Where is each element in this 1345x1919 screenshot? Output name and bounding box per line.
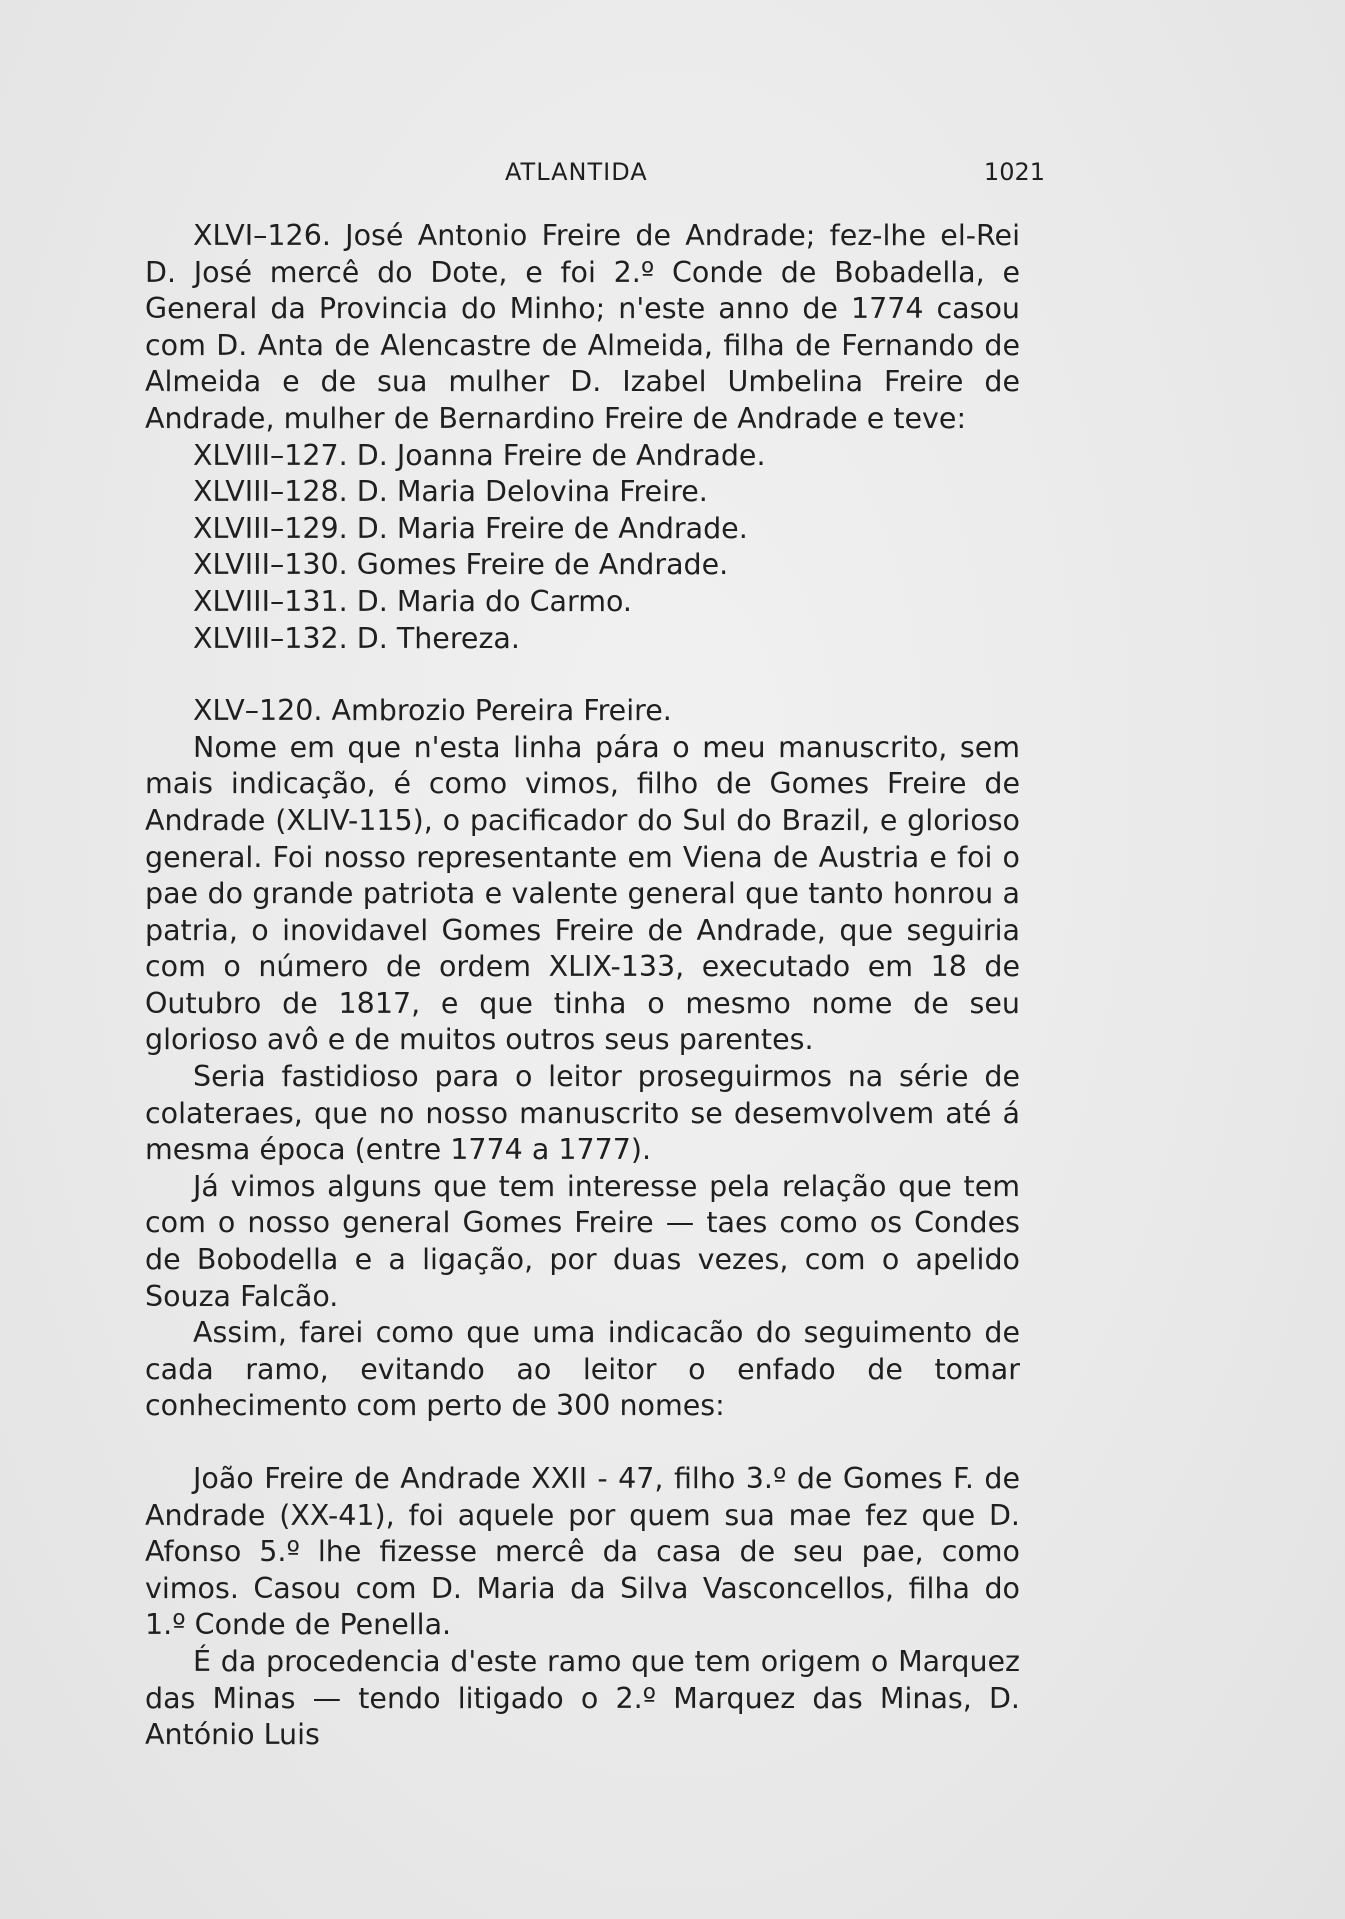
list-item: XLVIII–131. D. Maria do Carmo. <box>193 584 632 618</box>
list-item: XLVIII–127. D. Joanna Freire de Andrade. <box>193 438 766 472</box>
spacer <box>145 657 1020 693</box>
paragraph: Já vimos alguns que tem interesse pela relação que tem com o nosso general Gomes Freire — taes como os Condes de Bobodella e a ligação, por duas vezes, com o apelido Souza Falcão. <box>145 1169 1020 1313</box>
paragraph: É da procedencia d'este ramo que tem origem o Marquez das Minas — tendo litigado o 2.º Marquez das Minas, D. António Luis <box>145 1644 1020 1752</box>
list-item: XLVIII–130. Gomes Freire de Andrade. <box>193 548 729 582</box>
paragraph: Seria fastidioso para o leitor proseguirmos na série de colateraes, que no nosso manuscrito se desemvolvem até á mesma época (entre 1774 a 1777). <box>145 1060 1020 1167</box>
list-item: XLVIII–128. D. Maria Delovina Freire. <box>193 475 708 509</box>
page-number: 1021 <box>983 158 1045 186</box>
page-header <box>145 158 1045 198</box>
body-text <box>145 218 1020 1754</box>
paragraph-entry-xlvi-126: XLVI–126. José Antonio Freire de Andrade; fez-lhe el-Rei D. José mercê do Dote, e foi 2.º Conde de Bobadella, e General da Provincia do Minho; n'este anno de 1774 casou com D. Anta de Alencastre de Almeida, filha de Fernando de Almeida e de sua mulher D. Izabel Umbelina Freire de Andrade, mulher de Bernardino Freire de Andrade e teve: <box>145 219 1020 435</box>
paragraph: Assim, farei como que uma indicacão do seguimento de cada ramo, evitando ao leitor o enfado de tomar conhecimento com perto de 300 nomes: <box>145 1316 1020 1423</box>
paragraph: Nome em que n'esta linha pára o meu manuscrito, sem mais indicação, é como vimos, filho de Gomes Freire de Andrade (XLIV-115), o pacificador do Sul do Brazil, e glorioso general. Foi nosso representante em Viena de Austria e foi o pae do grande patriota e valente general que tanto honrou a patria, o inovidavel Gomes Freire de Andrade, que seguiria com o número de ordem XLIX-133, executado em 18 de Outubro de 1817, e que tinha o mesmo nome de seu glorioso avô e de muitos outros seus parentes. <box>145 730 1020 1057</box>
entry-heading-xlv-120: XLV–120. Ambrozio Pereira Freire. <box>193 694 672 728</box>
list-item: XLVIII–132. D. Thereza. <box>193 621 520 655</box>
paragraph: João Freire de Andrade XXII - 47, filho 3.º de Gomes F. de Andrade (XX-41), foi aquele por quem sua mae fez que D. Afonso 5.º lhe fizesse mercê da casa de seu pae, como vimos. Casou com D. Maria da Silva Vasconcellos, filha do 1.º Conde de Penella. <box>145 1462 1020 1642</box>
spacer <box>145 1425 1020 1461</box>
list-item: XLVIII–129. D. Maria Freire de Andrade. <box>193 511 748 545</box>
running-title: ATLANTIDA <box>505 158 648 186</box>
